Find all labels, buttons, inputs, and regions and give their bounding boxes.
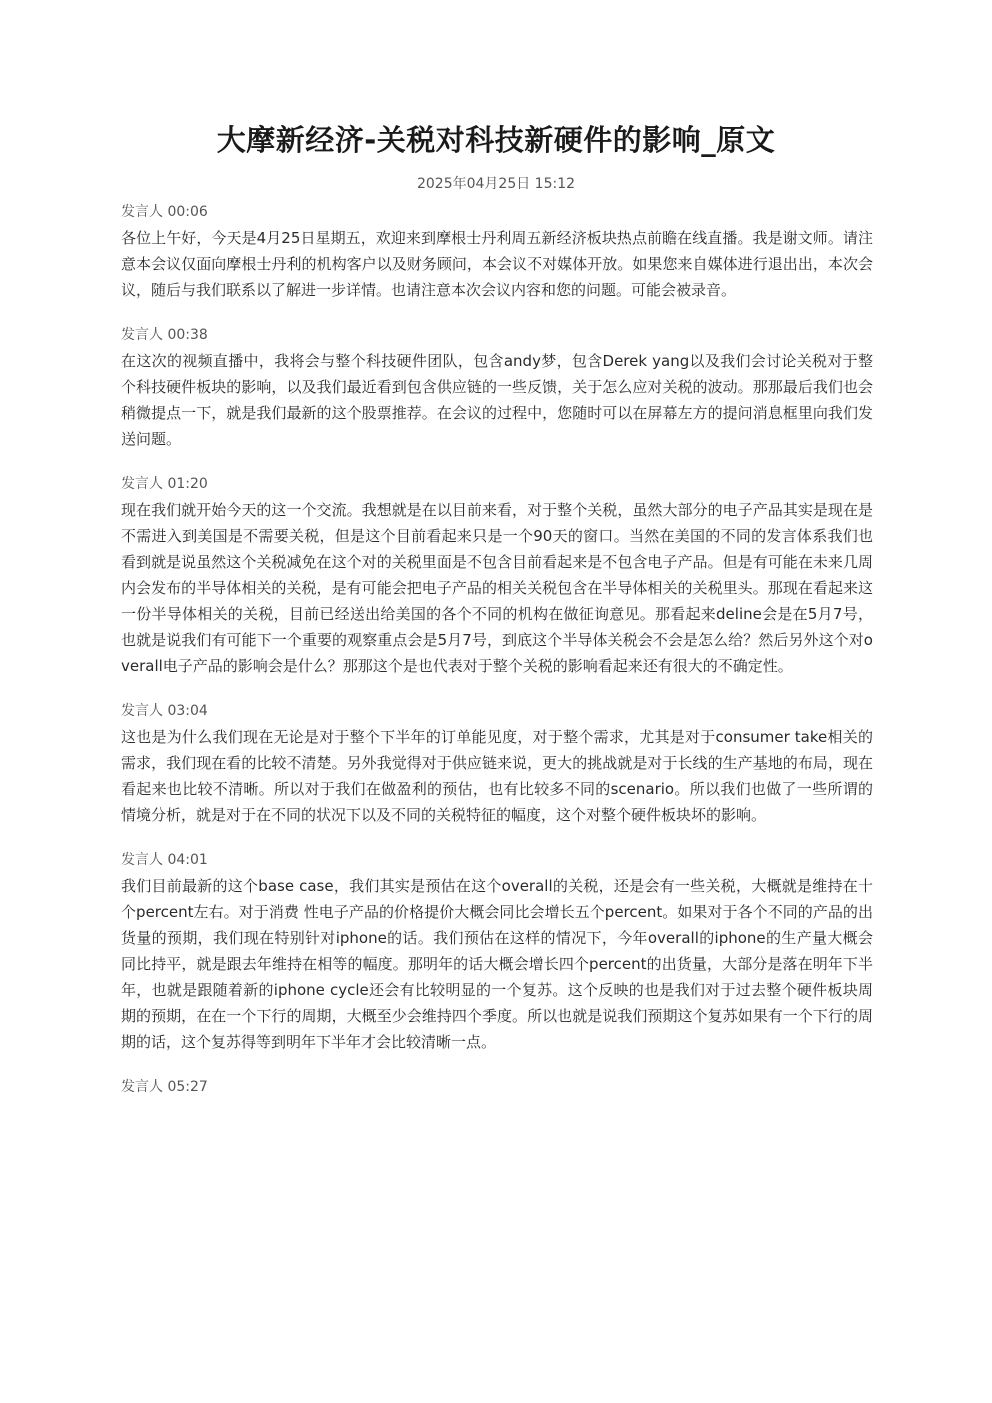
transcript-segment — [121, 698, 873, 828]
speaker-timestamp: 发言人 03:04 — [121, 703, 208, 719]
document-date: 2025年04月25日 15:12 — [416, 176, 576, 192]
transcript-segment — [121, 847, 873, 1055]
transcript-segment — [121, 471, 873, 679]
speaker-timestamp: 发言人 00:06 — [121, 204, 208, 220]
speaker-timestamp: 发言人 01:20 — [121, 476, 208, 492]
document-title: 大摩新经济-关税对科技新硬件的影响_原文 — [216, 123, 776, 157]
segment-text: 这也是为什么我们现在无论是对于整个下半年的订单能见度，对于整个需求，尤其是对于consumer take相关的需求，我们现在看的比较不清楚。另外我觉得对于供应链来说，更大的挑战就是对于长线的生产基地的布局，现在看起来也比较不清晰。所以对于我们在做盈利的预估，也有比较多不同的scenario。所以我们也做了一些所谓的情境分析，就是对于在不同的状况下以及不同的关税特征的幅度，这个对整个硬件板块坏的影响。 — [121, 728, 873, 824]
segment-text: 各位上午好，今天是4月25日星期五，欢迎来到摩根士丹利周五新经济板块热点前瞻在线直播。我是谢文师。请注意本会议仅面向摩根士丹利的机构客户以及财务顾问，本会议不对媒体开放。如果您来自媒体进行退出出，本次会议，随后与我们联系以了解进一步详情。也请注意本次会议内容和您的问题。可能会被录音。 — [121, 229, 873, 299]
segment-text: 现在我们就开始今天的这一个交流。我想就是在以目前来看，对于整个关税，虽然大部分的电子产品其实是现在是不需进入到美国是不需要关税，但是这个目前看起来只是一个90天的窗口。当然在美国的不同的发言体系我们也看到就是说虽然这个关税减免在这个对的关税里面是不包含目前看起来是不包含电子产品。但是有可能在未来几周内会发布的半导体相关的关税，是有可能会把电子产品的相关关税包含在半导体相关的关税里头。那现在看起来这一份半导体相关的关税，目前已经送出给美国的各个不同的机构在做征询意见。那看起来deline会是在5月7号，也就是说我们有可能下一个重要的观察重点会是5月7号，到底这个半导体关税会不会是怎么给？然后另外这个对overall电子产品的影响会是什么？那那这个是也代表对于整个关税的影响看起来还有很大的不确定性。 — [121, 501, 873, 675]
transcript-segment — [121, 1074, 873, 1100]
segment-text: 在这次的视频直播中，我将会与整个科技硬件团队，包含andy梦，包含Derek yang以及我们会讨论关税对于整个科技硬件板块的影响，以及我们最近看到包含供应链的一些反馈，关于怎么应对关税的波动。那那最后我们也会稍微提点一下，就是我们最新的这个股票推荐。在会议的过程中，您随时可以在屏幕左方的提问消息框里向我们发送问题。 — [121, 352, 873, 448]
speaker-timestamp: 发言人 00:38 — [121, 327, 208, 343]
transcript-segment — [121, 322, 873, 452]
transcript — [121, 199, 873, 1119]
speaker-timestamp: 发言人 04:01 — [121, 852, 208, 868]
segment-text: 我们目前最新的这个base case，我们其实是预估在这个overall的关税，还是会有一些关税，大概就是维持在十个percent左右。对于消费 性电子产品的价格提价大概会同比会增长五个percent。如果对于各个不同的产品的出货量的预期，我们现在特别针对iphone的话。我们预估在这样的情况下，今年overall的iphone的生产量大概会同比持平，就是跟去年维持在相等的幅度。那明年的话大概会增长四个percent的出货量，大部分是落在明年下半年，也就是跟随着新的iphone cycle还会有比较明显的一个复苏。这个反映的也是我们对于过去整个硬件板块周期的预期，在在一个下行的周期，大概至少会维持四个季度。所以也就是说我们预期这个复苏如果有一个下行的周期的话，这个复苏得等到明年下半年才会比较清晰一点。 — [121, 877, 873, 1051]
speaker-timestamp: 发言人 05:27 — [121, 1079, 208, 1095]
transcript-segment — [121, 199, 873, 303]
